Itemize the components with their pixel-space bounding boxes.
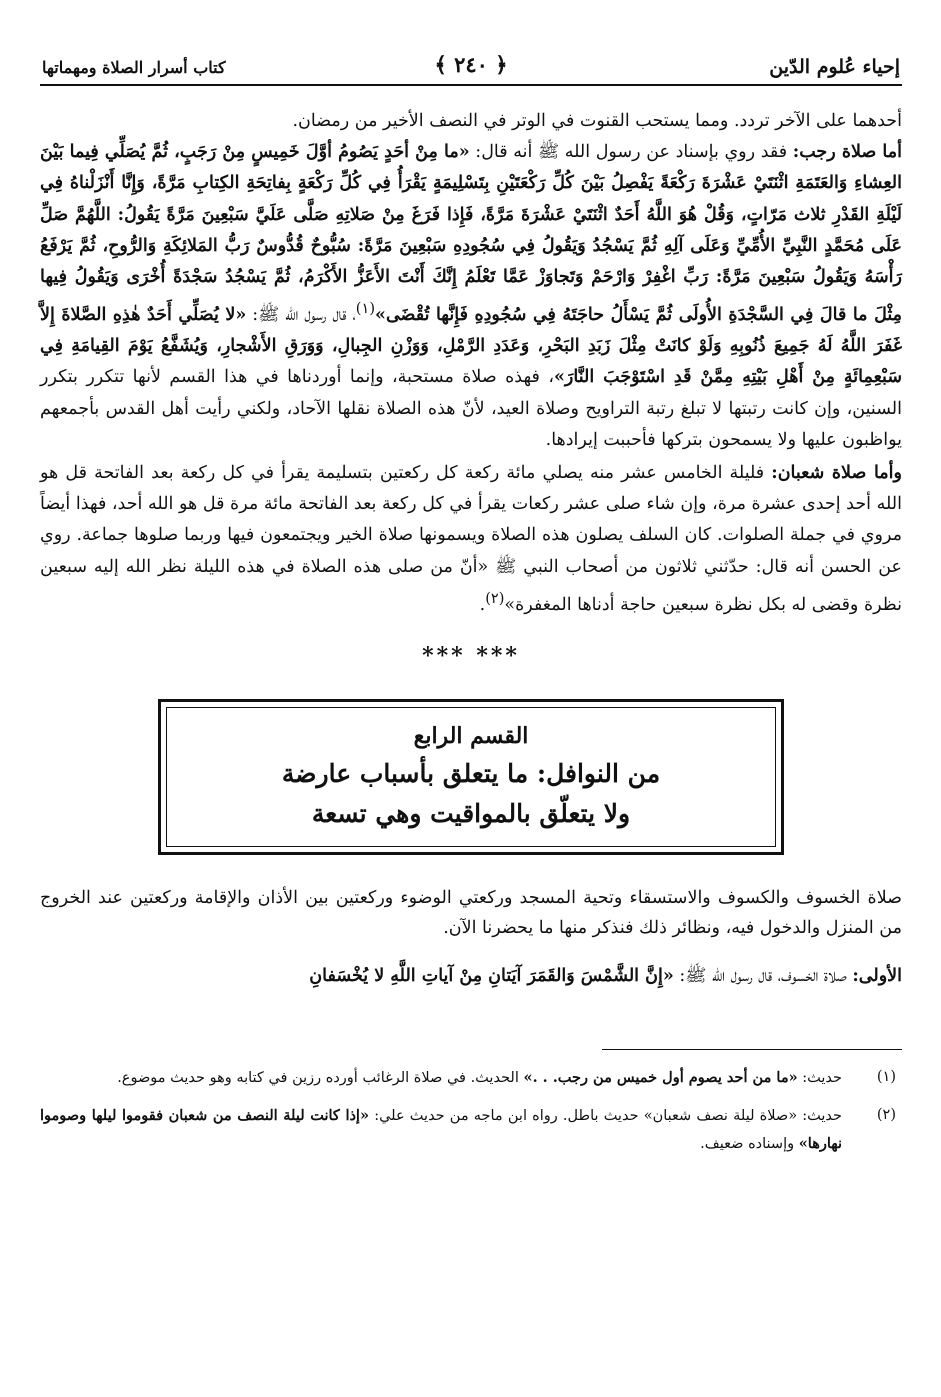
rajab-mid: ، قال رسول الله ﷺ: <box>246 305 356 326</box>
footnote-divider <box>602 1049 902 1050</box>
section-title-line-3: ولا يتعلّق بالمواقيت وهي تسعة <box>311 798 631 828</box>
main-text <box>40 106 902 621</box>
footnote-ref-2[interactable]: (٢) <box>485 589 505 607</box>
footnote-quote: «إذا كانت ليلة النصف من شعبان فقوموا ليلها وصوموا نهارها» <box>40 1106 842 1152</box>
section-heading-box <box>158 699 784 855</box>
rajab-hadith: «ما مِنْ أحَدٍ يَصُومُ أوَّلَ خَمِيسٍ مِنْ رَجَبٍ، ثُمَّ يُصَلِّي فِيما بَيْنَ العِشاءِ وَالعَتَمَةِ اثْنَتَيْ عَشْرَةَ رَكْعَةً يَفْصِلُ بَيْنَ كُلِّ رَكْعَتَيْنِ بِتَسْلِيمَةٍ يَقْرَأُ فِي كُلِّ رَكْعَةٍ بِفاتِحَةِ الكِتابِ مَرَّةً، وَإِنَّا أَنْزَلْناهُ فِي لَيْلَةِ القَدْرِ ثلاث مَرّاتٍ، وَقُلْ هُوَ اللَّهُ أَحَدٌ اثْنَتَيْ عَشْرَةَ مَرَّةً، فَإِذا فَرَغَ مِنْ صَلاتِهِ صَلَّى عَلَيَّ سَبْعِينَ مَرَّةً يَقُولُ: اللَّهُمَّ صَلِّ عَلَى مُحَمَّدٍ النَّبِيِّ الأُمِّيِّ وَعَلَى آلِهِ ثُمَّ يَسْجُدُ وَيَقُولُ فِي سُجُودِهِ سَبْعِينَ مَرَّةً: سُبُّوحٌ قُدُّوسٌ رَبُّ المَلائِكَةِ وَالرُّوحِ، ثُمَّ يَرْفَعُ رَأْسَهُ وَيَقُولُ سَبْعِينَ مَرَّةً: رَبِّ اغْفِرْ وَارْحَمْ وَتَجاوَزْ عَمَّا تَعْلَمُ إِنَّكَ أَنْتَ الأَعَزُّ الأَكْرَمُ، ثُمَّ يَسْجُدُ سَجْدَةً أُخْرَى وَيَقُولُ فِيها مِثْلَ ما قالَ فِي السَّجْدَةِ الأُولَى ثُمَّ يَسْأَلُ حاجَتَهُ فِي سُجُودِهِ فَإِنَّها تُقْضَى» <box>40 142 902 326</box>
footnote-number: (٢) <box>876 1106 896 1123</box>
page-header <box>40 40 902 86</box>
footnote-text: حديث: «صلاة ليلة نصف شعبان» حديث باطل. رواه ابن ماجه من حديث علي: <box>369 1107 842 1124</box>
shaban-text: فليلة الخامس عشر منه يصلي مائة ركعة كل ركعتين بتسليمة يقرأ في كل ركعة بعد الفاتحة قل هو الله أحد إحدى عشرة مرة، وإن شاء صلى عشر ركعات يقرأ في كل ركعة بعد الفاتحة مائة مرة قل هو الله أحد، فهذا أيضاً مروي في جملة الصلوات. كان السلف يصلون هذه الصلاة ويسمونها صلاة الخير ويجتمعون فيها وربما صلوها جماعة. روي عن الحسن أنه قال: حدّثني ثلاثون من أصحاب النبي ﷺ «أنّ من صلى هذه الصلاة في هذه الليلة نظر الله إليه سبعين نظرة وقضى له بكل نظرة سبعين حاجة أدناها المغفرة» <box>40 463 902 615</box>
footnote-text: الحديث. في صلاة الرغائب أورده رزين في كتابه وهو حديث موضوع. <box>117 1069 524 1086</box>
eclipse-text: صلاة الخسوف، قال رسول الله ﷺ: <box>673 965 853 986</box>
page-number: ﴿ ٢٤٠ ﴾ <box>434 52 508 77</box>
paragraph-shaban <box>40 458 902 621</box>
section-heading-inner <box>166 707 776 847</box>
rajab-intro: فقد روي بإسناد عن رسول الله ﷺ أنه قال: <box>469 142 793 163</box>
paragraph-rajab <box>40 137 902 456</box>
footnote-text: وإسناده ضعيف. <box>700 1135 799 1152</box>
footnote-text: حديث: <box>797 1069 842 1086</box>
footnote-ref-1[interactable]: (١) <box>355 300 376 318</box>
book-title: إحياء عُلوم الدّين <box>769 56 900 78</box>
section-body <box>40 883 902 991</box>
section-title-line-1: القسم الرابع <box>413 722 529 749</box>
footnotes <box>40 1064 902 1158</box>
section-title-line-2: من النوافل: ما يتعلق بأسباب عارضة <box>281 758 661 788</box>
rajab-label: أما صلاة رجب: <box>792 142 903 163</box>
eclipse-hadith: «إِنَّ الشَّمْسَ وَالقَمَرَ آيَتانِ مِنْ آياتِ اللَّهِ لا يُخْسَفانِ <box>309 965 674 986</box>
shaban-end: . <box>479 594 486 615</box>
intro-paragraph: صلاة الخسوف والكسوف والاستسقاء وتحية المسجد وركعتي الوضوء وركعتين بين الأذان والإقامة وركعتين عند الخروج من المنزل والدخول فيه، ونظائر ذلك فنذكر منها ما يحضرنا الآن. <box>40 887 902 938</box>
eclipse-label: الأولى: <box>852 965 902 986</box>
rajab-tail: ، فهذه صلاة مستحبة، وإنما أوردناها في هذا القسم لأنها تتكرر بتكرر السنين، وإن كانت رتبتها لا تبلغ رتبة التراويح وصلاة العيد، لأنّ هذه الصلاة نقلها الآحاد، ولكني رأيت أهل القدس بأجمعهم يواظبون عليها ولا يسمحون بتركها فأحببت إيرادها. <box>40 367 902 450</box>
eclipse-paragraph <box>40 961 902 991</box>
footnote-1 <box>40 1064 902 1092</box>
footnote-2 <box>40 1102 902 1158</box>
section-separator: *** *** <box>422 642 520 669</box>
book-page <box>40 40 902 1168</box>
paragraph-1: أحدهما على الآخر تردد. ومما يستحب القنوت في الوتر في النصف الأخير من رمضان. <box>292 111 902 131</box>
shaban-label: وأما صلاة شعبان: <box>771 463 902 484</box>
rajab-hadith-2: «لا يُصَلِّي أَحَدٌ هٰذِهِ الصَّلاةَ إِلاَّ غَفَرَ اللَّهُ لَهُ جَمِيعَ ذُنُوبِهِ وَلَوْ كانَتْ مِثْلَ زَبَدِ البَحْرِ، وَعَدَدِ الرَّمْلِ، وَوَزْنِ الجِبالِ، وَوَرَقِ الأَشْجارِ، وَيُشَفَّعُ يَوْمَ القِيامَةِ فِي سَبْعِمِائَةٍ مِنْ أَهْلِ بَيْتِهِ مِمَّنْ قَدِ اسْتَوْجَبَ النَّارَ» <box>40 305 902 388</box>
chapter-title: كتاب أسرار الصلاة ومهماتها <box>42 58 226 77</box>
footnote-number: (١) <box>876 1068 896 1085</box>
footnote-quote: «ما من أحد يصوم أول خميس من رجب. . .» <box>523 1068 798 1086</box>
